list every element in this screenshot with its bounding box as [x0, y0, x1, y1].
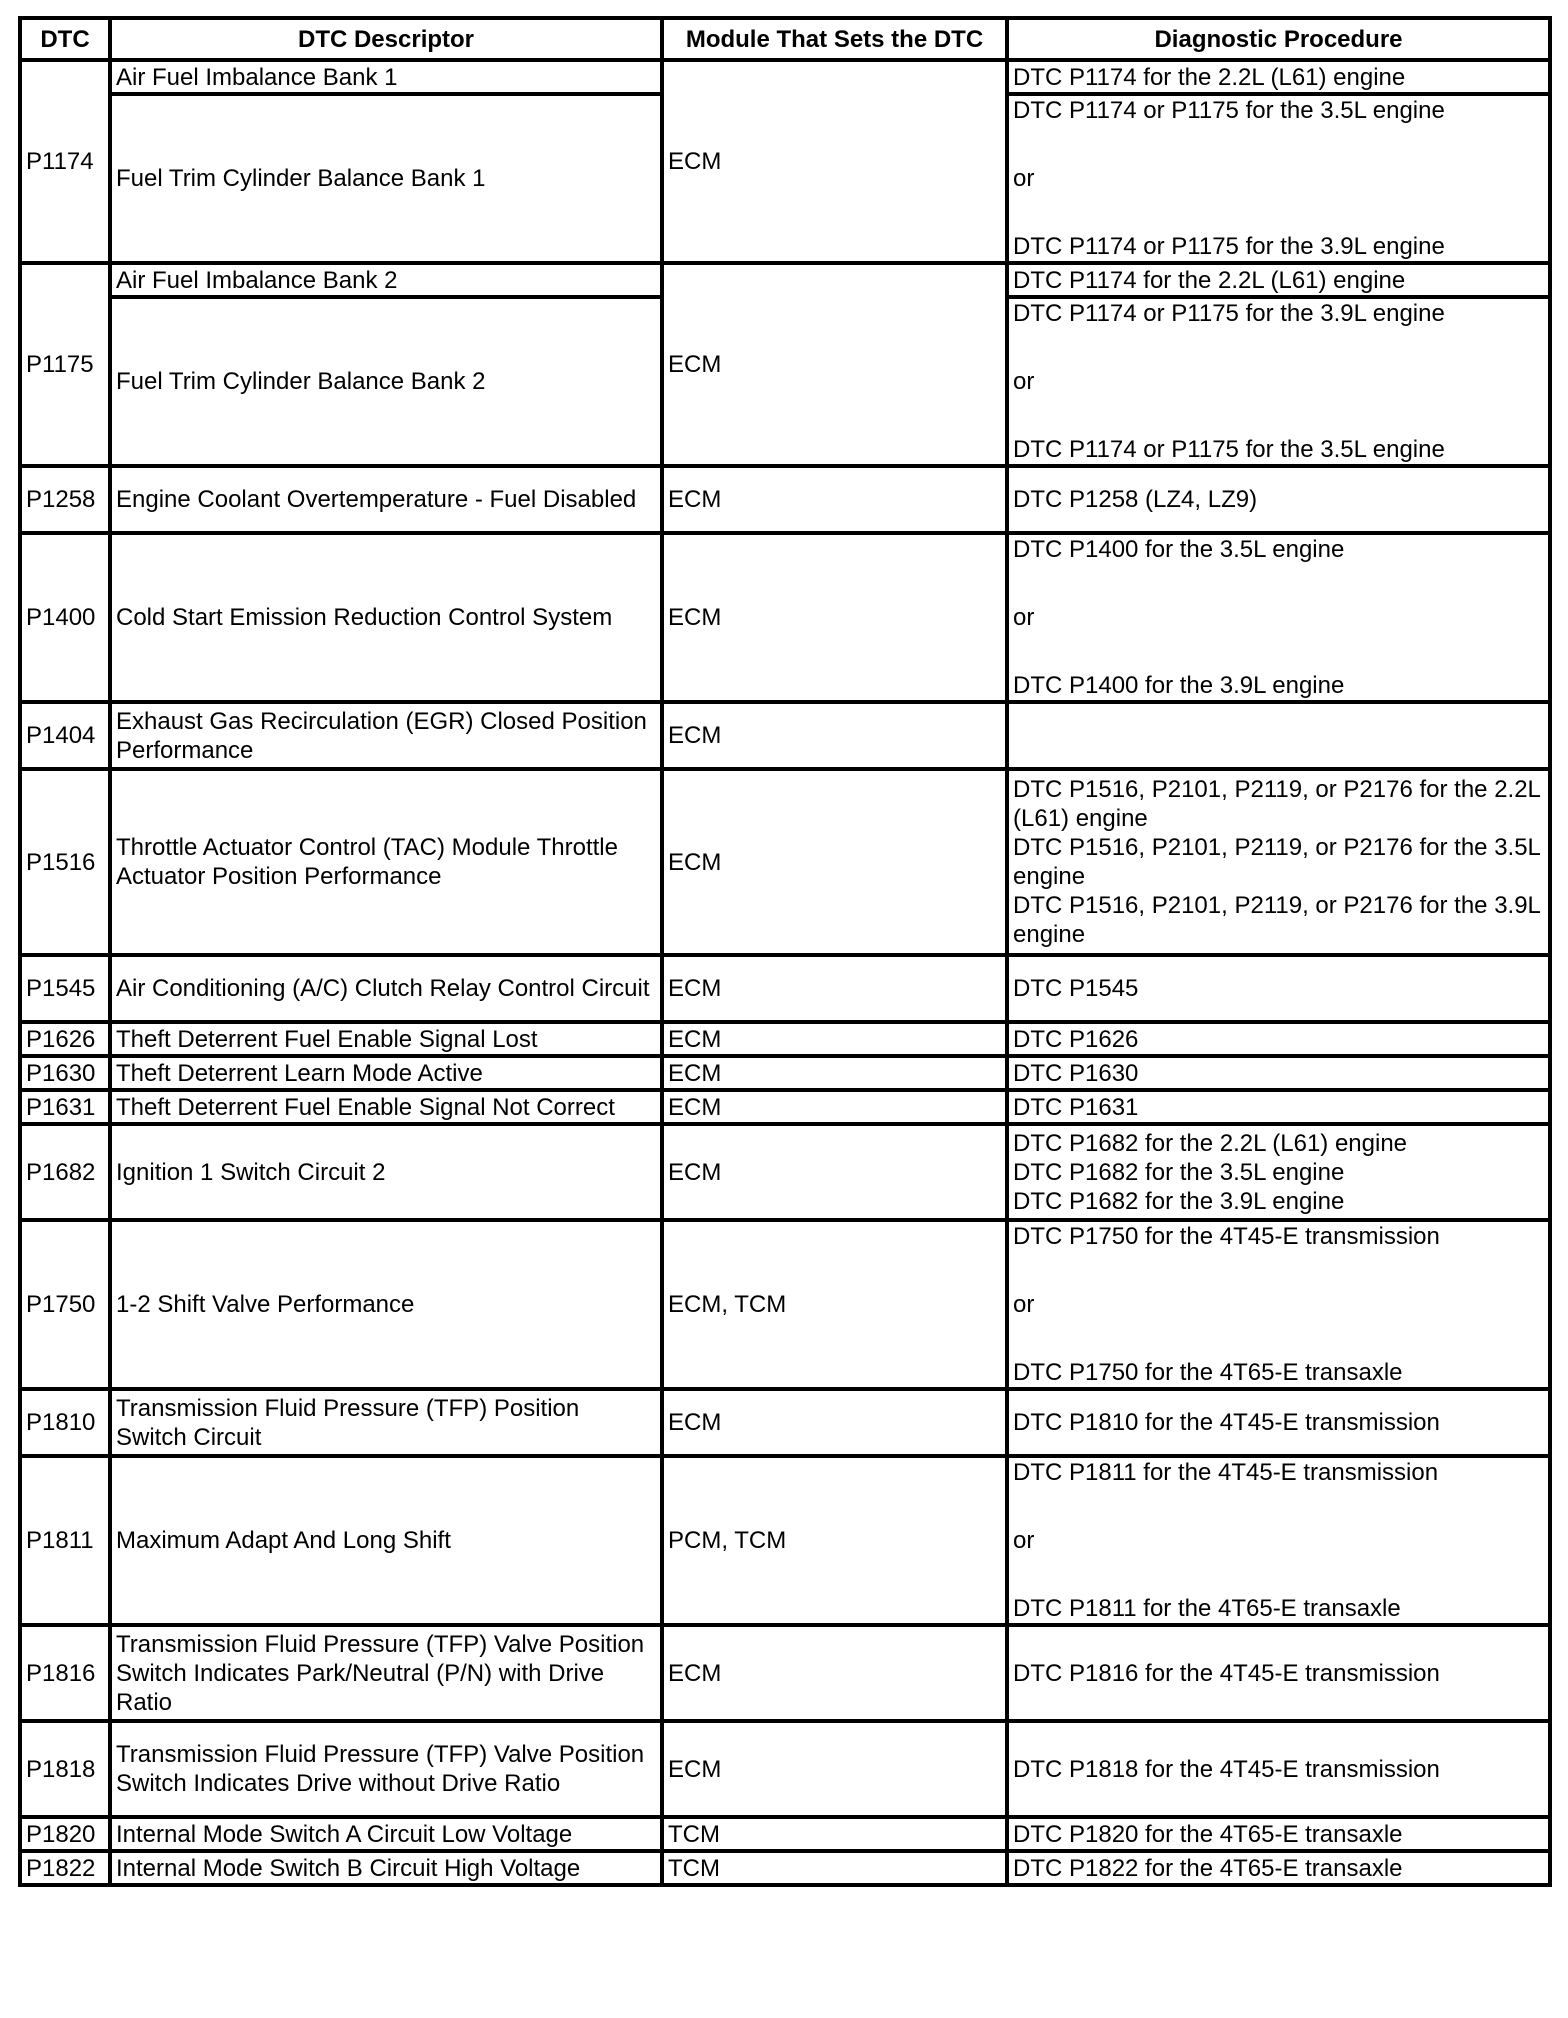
diagnostic-procedure [1007, 297, 1550, 466]
procedure-link[interactable]: DTC P1811 for the 4T45-E transmission [1013, 1459, 1439, 1486]
dtc-code: P1811 [20, 1456, 110, 1625]
dtc-module: TCM [662, 1817, 1007, 1851]
diagnostic-procedure [1007, 533, 1550, 702]
dtc-code: P1545 [20, 955, 110, 1022]
dtc-code: P1626 [20, 1022, 110, 1056]
procedure-link[interactable]: DTC P1516, P2101, P2119, or P2176 for the 3.9L engine [1013, 892, 1541, 948]
diagnostic-procedure [1007, 466, 1550, 533]
dtc-code: P1816 [20, 1625, 110, 1721]
dtc-module: ECM [662, 263, 1007, 466]
table-row [20, 1456, 1550, 1625]
dtc-module: TCM [662, 1851, 1007, 1885]
procedure-link[interactable]: DTC P1820 for the 4T65-E transaxle [1013, 1820, 1403, 1848]
procedure-or: or [1013, 604, 1035, 631]
dtc-code: P1404 [20, 702, 110, 769]
table-row [20, 1022, 1550, 1056]
dtc-module: PCM, TCM [662, 1456, 1007, 1625]
dtc-code: P1400 [20, 533, 110, 702]
table-row [20, 955, 1550, 1022]
diagnostic-procedure [1007, 769, 1550, 955]
dtc-descriptor: Air Conditioning (A/C) Clutch Relay Control Circuit [110, 955, 662, 1022]
procedure-link[interactable]: DTC P1630 [1013, 1059, 1139, 1087]
procedure-link[interactable]: DTC P1811 for the 4T65-E transaxle [1013, 1595, 1401, 1622]
table-row [20, 769, 1550, 955]
diagnostic-procedure [1007, 1056, 1550, 1090]
diagnostic-procedure [1007, 1389, 1550, 1456]
procedure-link[interactable]: DTC P1545 [1013, 975, 1139, 1002]
header-dtc: DTC [20, 18, 110, 60]
dtc-descriptor: Transmission Fluid Pressure (TFP) Valve Position Switch Indicates Park/Neutral (P/N) with Drive Ratio [110, 1625, 662, 1721]
dtc-descriptor: 1-2 Shift Valve Performance [110, 1220, 662, 1389]
header-descriptor: DTC Descriptor [110, 18, 662, 60]
dtc-descriptor: Transmission Fluid Pressure (TFP) Valve Position Switch Indicates Drive without Drive Ratio [110, 1721, 662, 1817]
dtc-descriptor: Ignition 1 Switch Circuit 2 [110, 1124, 662, 1220]
dtc-module: ECM [662, 1625, 1007, 1721]
procedure-link[interactable]: DTC P1400 for the 3.5L engine [1013, 536, 1345, 563]
procedure-link[interactable]: DTC P1750 for the 4T65-E transaxle [1013, 1359, 1403, 1386]
dtc-descriptor: Throttle Actuator Control (TAC) Module Throttle Actuator Position Performance [110, 769, 662, 955]
table-row [20, 1220, 1550, 1389]
dtc-descriptor: Maximum Adapt And Long Shift [110, 1456, 662, 1625]
diagnostic-procedure [1007, 1124, 1550, 1220]
header-row [20, 18, 1550, 60]
procedure-link[interactable]: DTC P1750 for the 4T45-E transmission [1013, 1223, 1440, 1250]
dtc-table [18, 16, 1552, 1887]
procedure-link[interactable]: DTC P1631 [1013, 1093, 1139, 1121]
dtc-code: P1631 [20, 1090, 110, 1124]
dtc-descriptor: Air Fuel Imbalance Bank 2 [110, 263, 662, 297]
diagnostic-procedure [1007, 1817, 1550, 1851]
table-row [20, 702, 1550, 769]
dtc-module: ECM [662, 533, 1007, 702]
table-row [20, 263, 1550, 297]
procedure-link[interactable]: DTC P1174 or P1175 for the 3.9L engine [1013, 233, 1445, 260]
procedure-link[interactable]: DTC P1400 for the 3.9L engine [1013, 672, 1345, 699]
procedure-or: or [1013, 165, 1035, 192]
procedure-link[interactable]: DTC P1822 for the 4T65-E transaxle [1013, 1854, 1403, 1882]
dtc-code: P1820 [20, 1817, 110, 1851]
table-row [20, 1721, 1550, 1817]
dtc-descriptor: Theft Deterrent Fuel Enable Signal Lost [110, 1022, 662, 1056]
dtc-descriptor: Fuel Trim Cylinder Balance Bank 2 [110, 297, 662, 466]
dtc-module: ECM [662, 955, 1007, 1022]
dtc-module: ECM [662, 1090, 1007, 1124]
dtc-code: P1822 [20, 1851, 110, 1885]
procedure-link[interactable]: DTC P1174 for the 2.2L (L61) engine [1013, 266, 1406, 294]
dtc-module: ECM [662, 1022, 1007, 1056]
dtc-module: ECM [662, 60, 1007, 263]
diagnostic-procedure [1007, 1625, 1550, 1721]
procedure-link[interactable]: DTC P1516, P2101, P2119, or P2176 for the 2.2L (L61) engine [1013, 776, 1541, 832]
dtc-module: ECM [662, 769, 1007, 955]
table-row [20, 1389, 1550, 1456]
procedure-link[interactable]: DTC P1682 for the 3.9L engine [1013, 1187, 1345, 1215]
diagnostic-procedure [1007, 1022, 1550, 1056]
dtc-module: ECM [662, 1721, 1007, 1817]
dtc-descriptor: Cold Start Emission Reduction Control System [110, 533, 662, 702]
diagnostic-procedure [1007, 94, 1550, 263]
diagnostic-procedure [1007, 1456, 1550, 1625]
table-row [20, 1851, 1550, 1885]
header-module: Module That Sets the DTC [662, 18, 1007, 60]
procedure-link[interactable]: DTC P1174 or P1175 for the 3.5L engine [1013, 436, 1445, 463]
dtc-code: P1818 [20, 1721, 110, 1817]
procedure-or: or [1013, 368, 1035, 395]
diagnostic-procedure [1007, 60, 1550, 94]
procedure-or: or [1013, 1291, 1035, 1318]
dtc-code: P1810 [20, 1389, 110, 1456]
table-row [20, 1056, 1550, 1090]
diagnostic-procedure [1007, 263, 1550, 297]
procedure-or: or [1013, 1527, 1035, 1554]
procedure-link[interactable]: DTC P1682 for the 2.2L (L61) engine [1013, 1129, 1408, 1157]
dtc-module: ECM [662, 1056, 1007, 1090]
dtc-module: ECM, TCM [662, 1220, 1007, 1389]
diagnostic-procedure [1007, 1721, 1550, 1817]
dtc-code: P1175 [20, 263, 110, 466]
table-row [20, 1124, 1550, 1220]
table-row [20, 533, 1550, 702]
dtc-module: ECM [662, 1124, 1007, 1220]
diagnostic-procedure [1007, 1090, 1550, 1124]
diagnostic-procedure [1007, 1851, 1550, 1885]
header-procedure: Diagnostic Procedure [1007, 18, 1550, 60]
procedure-link[interactable]: DTC P1516, P2101, P2119, or P2176 for the 3.5L engine [1013, 834, 1541, 890]
diagnostic-procedure [1007, 955, 1550, 1022]
procedure-link[interactable]: DTC P1174 or P1175 for the 3.5L engine [1013, 97, 1445, 124]
dtc-module: ECM [662, 466, 1007, 533]
dtc-module: ECM [662, 1389, 1007, 1456]
procedure-link[interactable]: DTC P1682 for the 3.5L engine [1013, 1158, 1345, 1186]
table-row [20, 60, 1550, 94]
diagnostic-procedure [1007, 1220, 1550, 1389]
procedure-link[interactable]: DTC P1816 for the 4T45-E transmission [1013, 1659, 1440, 1687]
dtc-descriptor: Air Fuel Imbalance Bank 1 [110, 60, 662, 94]
procedure-link[interactable]: DTC P1818 for the 4T45-E transmission [1013, 1755, 1440, 1783]
dtc-code: P1630 [20, 1056, 110, 1090]
table-row [20, 466, 1550, 533]
procedure-link[interactable]: DTC P1174 or P1175 for the 3.9L engine [1013, 300, 1445, 327]
dtc-descriptor: Internal Mode Switch B Circuit High Voltage [110, 1851, 662, 1885]
procedure-link[interactable]: DTC P1626 [1013, 1025, 1139, 1053]
dtc-descriptor: Exhaust Gas Recirculation (EGR) Closed Position Performance [110, 702, 662, 769]
dtc-descriptor: Theft Deterrent Learn Mode Active [110, 1056, 662, 1090]
procedure-link[interactable]: DTC P1258 (LZ4, LZ9) [1013, 486, 1258, 513]
dtc-code: P1750 [20, 1220, 110, 1389]
dtc-descriptor: Transmission Fluid Pressure (TFP) Position Switch Circuit [110, 1389, 662, 1456]
dtc-module: ECM [662, 702, 1007, 769]
dtc-descriptor: Theft Deterrent Fuel Enable Signal Not Correct [110, 1090, 662, 1124]
procedure-link[interactable]: DTC P1174 for the 2.2L (L61) engine [1013, 63, 1406, 91]
dtc-code: P1682 [20, 1124, 110, 1220]
dtc-code: P1258 [20, 466, 110, 533]
dtc-code: P1174 [20, 60, 110, 263]
dtc-code: P1516 [20, 769, 110, 955]
table-row [20, 1817, 1550, 1851]
dtc-descriptor: Engine Coolant Overtemperature - Fuel Disabled [110, 466, 662, 533]
table-row [20, 1090, 1550, 1124]
diagnostic-procedure [1007, 702, 1550, 769]
procedure-link[interactable]: DTC P1810 for the 4T45-E transmission [1013, 1409, 1440, 1436]
dtc-descriptor: Fuel Trim Cylinder Balance Bank 1 [110, 94, 662, 263]
table-row [20, 1625, 1550, 1721]
dtc-descriptor: Internal Mode Switch A Circuit Low Voltage [110, 1817, 662, 1851]
